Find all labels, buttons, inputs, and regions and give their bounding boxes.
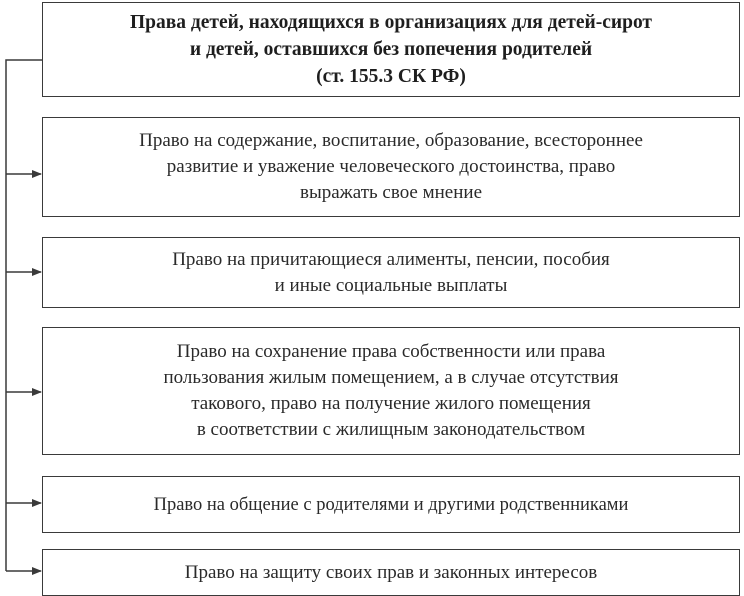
right-box-2 [42,237,740,308]
right-box-1 [42,117,740,217]
right-box-4 [42,476,740,533]
right-box-5 [42,549,740,596]
right-text-5: Право на защиту своих прав и законных интересов [184,561,598,583]
trunk-line [6,60,42,571]
diagram-title: Права детей, находящихся в организациях для детей-сирот и детей, оставшихся без попечения родителей (ст. 155.3 СК РФ) [129,12,653,87]
right-text-2: Право на причитающиеся алименты, пенсии, пособия и иные социальные выплаты [172,248,610,296]
diagram-title-box [42,2,740,97]
right-text-3: Право на сохранение права собственности или права пользования жилым помещением, а в случае отсутствия такового, право на получение жилого помещения в соответствии с жилищным законодательством [163,341,619,440]
right-text-4: Право на общение с родителями и другими родственниками [153,494,629,515]
right-box-3 [42,327,740,455]
right-text-1: Право на содержание, воспитание, образование, всестороннее развитие и уважение человеческого достоинства, право выражать свое мнение [139,130,643,203]
